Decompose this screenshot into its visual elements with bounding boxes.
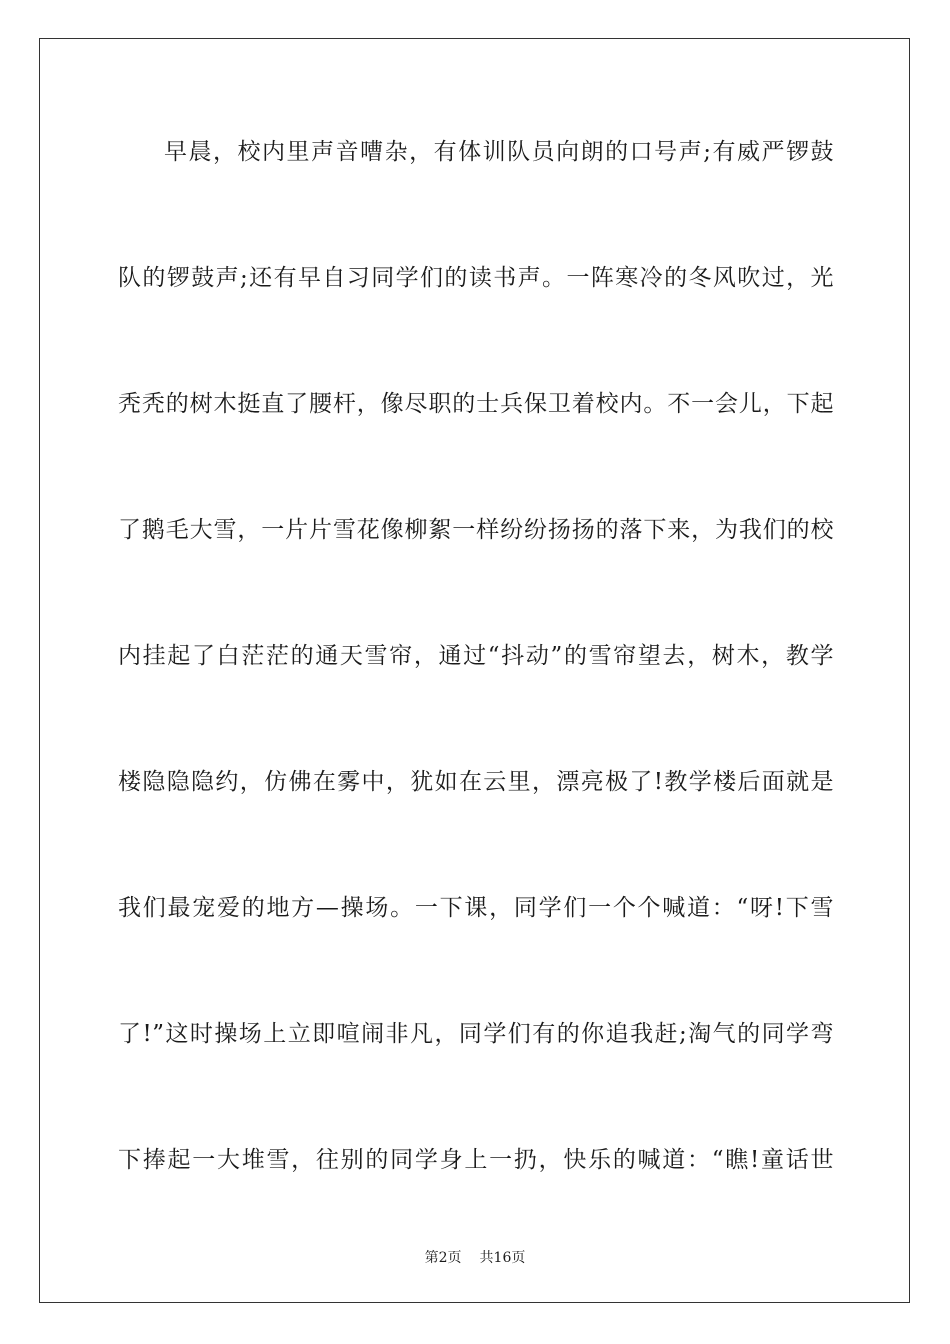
page-footer xyxy=(0,1247,950,1267)
text-line-6: 楼隐隐隐约，仿佛在雾中，犹如在云里，漂亮极了!教学楼后面就是 xyxy=(118,769,834,795)
text-line-5: 内挂起了白茫茫的通天雪帘，通过“抖动”的雪帘望去，树木，教学 xyxy=(118,643,834,669)
text-line-8: 了!”这时操场上立即喧闹非凡，同学们有的你追我赶;淘气的同学弯 xyxy=(118,1021,834,1047)
page-total: 共16页 xyxy=(479,1250,526,1266)
text-line-3: 秃秃的树木挺直了腰杆，像尽职的士兵保卫着校内。不一会儿，下起 xyxy=(118,391,834,417)
text-line-7: 我们最宠爱的地方—操场。一下课，同学们一个个喊道：“呀!下雪 xyxy=(118,895,834,921)
text-line-4: 了鹅毛大雪，一片片雪花像柳絮一样纷纷扬扬的落下来，为我们的校 xyxy=(118,517,834,543)
text-line-9: 下捧起一大堆雪，往别的同学身上一扔，快乐的喊道：“瞧!童话世 xyxy=(118,1147,834,1173)
body-text xyxy=(118,121,834,1255)
text-line-1: 早晨，校内里声音嘈杂，有体训队员向朗的口号声;有威严锣鼓 xyxy=(164,139,834,165)
page-number: 第2页 xyxy=(424,1250,462,1266)
text-line-2: 队的锣鼓声;还有早自习同学们的读书声。一阵寒冷的冬风吹过，光 xyxy=(118,265,834,291)
